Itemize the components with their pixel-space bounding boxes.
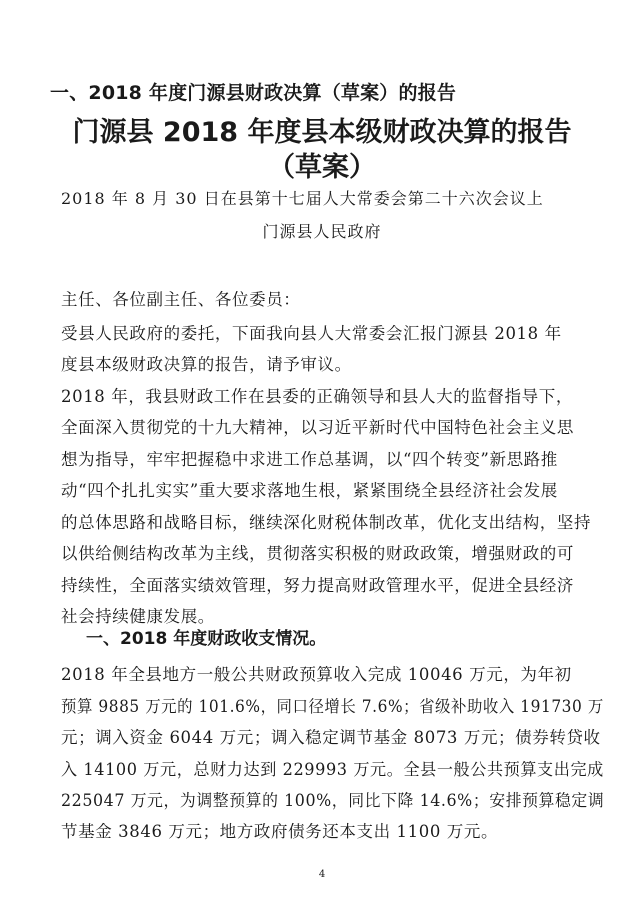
sub-heading: 一、2018 年度财政收支情况。 [86,629,327,649]
paragraph-line: 度县本级财政决算的报告，请予审议。 [61,355,352,374]
finance-line: 入 14100 万元，总财力达到 229993 万元。全县一般公共预算支出完成 [61,760,604,779]
paragraph-line: 以供给侧结构改革为主线，贯彻落实积极的财政政策，增强财政的可 [61,544,574,563]
paragraph-line: 动“四个扎扎实实”重大要求落地生根，紧紧围绕全县经济社会发展 [61,481,558,500]
finance-line: 节基金 3846 万元；地方政府债务还本支出 1100 万元。 [61,822,499,841]
page-number: 4 [318,869,326,880]
paragraph-line: 受县人民政府的委托，下面我向县人大常委会汇报门源县 2018 年 [61,324,562,343]
paragraph-line: 社会持续健康发展。 [61,607,215,626]
paragraph-line: 2018 年，我县财政工作在县委的正确领导和县人大的监督指导下， [61,387,573,406]
salutation: 主任、各位副主任、各位委员： [61,290,301,309]
finance-line: 225047 万元，为调整预算的 100%，同比下降 14.6%；安排预算稳定调 [61,791,605,810]
document-title: 门源县 2018 年度县本级财政决算的报告 [72,117,572,148]
finance-line: 元；调入资金 6044 万元；调入稳定调节基金 8073 万元；债券转贷收 [61,728,601,747]
finance-line: 预算 9885 万元的 101.6%，同口径增长 7.6%；省级补助收入 191730 万 [61,697,604,716]
dateline: 2018 年 8 月 30 日在县第十七届人大常委会第二十六次会议上 [61,189,544,208]
paragraph-line: 的总体思路和战略目标，继续深化财税体制改革，优化支出结构，坚持 [61,513,592,532]
section-heading: 一、2018 年度门源县财政决算（草案）的报告 [50,82,457,104]
issuer: 门源县人民政府 [262,222,382,241]
finance-line: 2018 年全县地方一般公共财政预算收入完成 10046 万元，为年初 [61,665,572,684]
paragraph-line: 全面深入贯彻党的十九大精神，以习近平新时代中国特色社会主义思 [61,418,574,437]
paragraph-line: 持续性，全面落实绩效管理，努力提高财政管理水平，促进全县经济 [61,576,574,595]
document-title-draft: （草案） [268,152,376,183]
paragraph-line: 想为指导，牢牢把握稳中求进工作总基调，以“四个转变”新思路推 [61,450,558,469]
